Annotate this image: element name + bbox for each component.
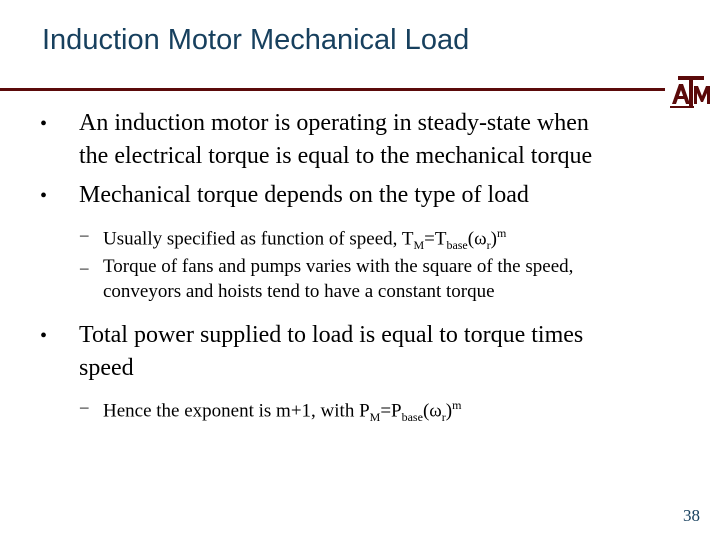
subbullet-3: Hence the exponent is m+1, with $P_M=P_{base}(\omega_r)^m$ — [103, 398, 462, 425]
bullet-1-line-2: the electrical torque is equal to the mechanical torque — [79, 143, 593, 169]
bullet-3-line-2: speed — [79, 355, 134, 381]
bullet-text-3 — [79, 319, 583, 385]
texas-am-logo-icon — [670, 74, 712, 110]
slide-title: Induction Motor Mechanical Load — [42, 24, 470, 56]
dash-marker: – — [80, 258, 89, 277]
subbullet-1: Usually specified as function of speed, $T_M=T_{base}(\omega_r)^m$ — [103, 226, 507, 253]
page-number: 38 — [683, 506, 700, 525]
bullet-text-2: Mechanical torque depends on the type of load — [79, 182, 529, 208]
bullet-marker: • — [40, 325, 48, 347]
bullet-text-1 — [79, 107, 592, 173]
bullet-3-line-1: Total power supplied to load is equal to torque times — [79, 322, 584, 348]
subbullet-2: Torque of fans and pumps varies with the square of the speed, conveyors and hoists tend to have a constant torque — [103, 256, 574, 302]
dash-marker: – — [80, 397, 89, 416]
dash-marker: – — [80, 225, 89, 244]
bullet-marker: • — [40, 113, 48, 135]
title-divider — [0, 88, 665, 91]
bullet-1-line-1: An induction motor is operating in steady-state when — [79, 110, 589, 136]
bullet-marker: • — [40, 185, 48, 207]
